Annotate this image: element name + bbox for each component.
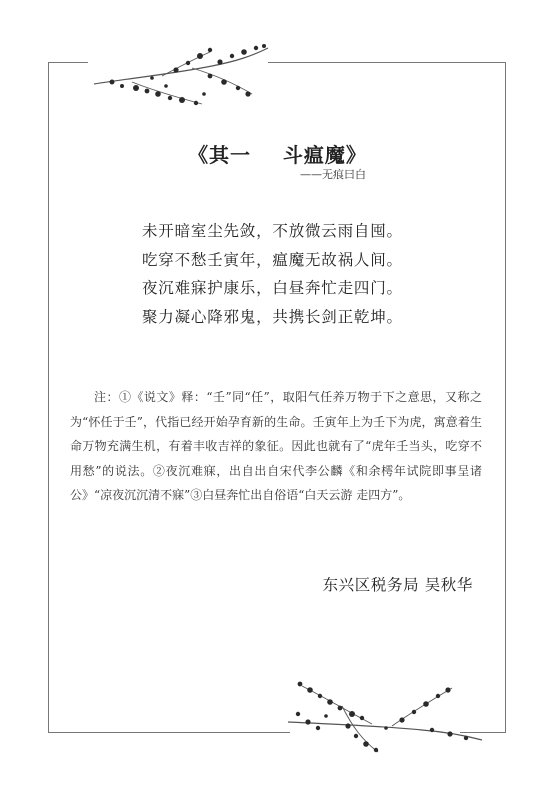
poem-line: 聚力凝心降邪鬼，共携长剑正乾坤。 [142,307,403,326]
poem-title: 《其一 斗瘟魔》 [188,143,367,168]
annotation-note: 注：①《说文》释：“壬”同“任”，取阳气任养万物于下之意思，又称之为“怀任于壬”，代指已经开始孕育新的生命。壬寅年上为壬下为虎，寓意着生命万物充满生机，有着丰收吉祥的象征。因此也就有了“虎年壬当头，吃穿不用愁”的说法。②夜沉难寐，出自出自宋代李公麟《和余樗年试院即事呈诸公》“凉夜沉沉清不寐”③白昼奔忙出自俗语“白天云游 走四方”。 [70,390,482,502]
author-signature: 东兴区税务局 吴秋华 [322,576,473,594]
poem-body [142,217,403,331]
poem-byline: ——无痕曰白 [300,168,366,181]
poem-line: 吃穿不愁壬寅年，瘟魔无故祸人间。 [142,250,403,269]
poem-line: 夜沉难寐护康乐，白昼奔忙走四门。 [142,279,403,297]
plum-branch-icon [282,666,487,756]
plum-branch-icon [92,38,272,110]
poem-line: 未开暗室尘先敛，不放微云雨自囤。 [142,222,403,240]
